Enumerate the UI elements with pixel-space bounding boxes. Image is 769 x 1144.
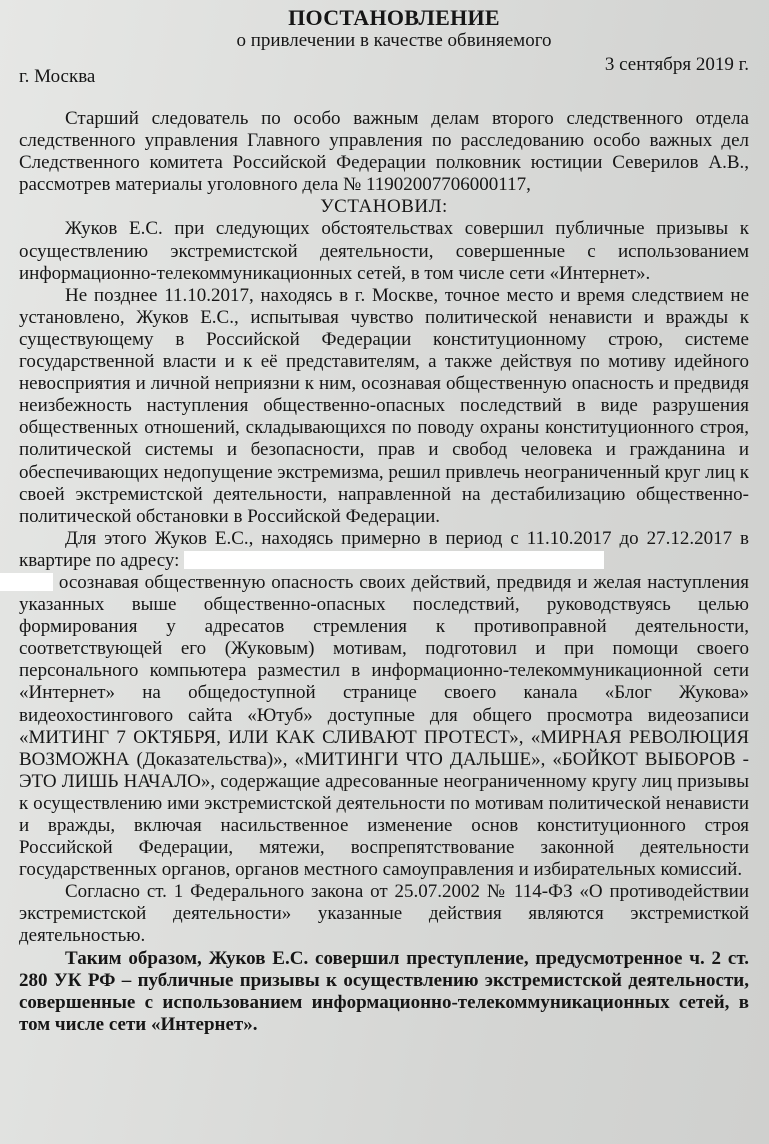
paragraph-4: Согласно ст. 1 Федерального закона от 25.07.2002 № 114-ФЗ «О противодействии экстремистской деятельности» указанные действия являются экстремисткой деятельностью. (19, 881, 749, 947)
paragraph-1: Жуков Е.С. при следующих обстоятельствах совершил публичные призывы к осуществлению экстремистской деятельности, совершенные с использованием информационно-телекоммуникационных сетей, в том числе сети «Интернет». (19, 218, 749, 284)
intro-paragraph: Старший следователь по особо важным делам второго следственного отдела следственного управления Главного управления по расследованию особо важных дел Следственного комитета Российской Федерации полковник юстиции Северилов А.В., рассмотрев материалы уголовного дела № 11902007706000117, (19, 108, 749, 196)
paragraph-3 (19, 528, 749, 882)
paragraph-3-start: Для этого Жуков Е.С., находясь примерно в период с 11.10.2017 до 27.12.2017 в квартире по адресу: (19, 527, 749, 571)
document-date: 3 сентября 2019 г. (604, 54, 749, 75)
paragraph-2: Не позднее 11.10.2017, находясь в г. Москве, точное место и время следствием не установлено, Жуков Е.С., испытывая чувство политической ненависти и вражды к существующему в Российской Федерации конституционному строю, системе государственной власти и к её представителям, а также действуя по мотиву идейного невосприятия и личной неприязни к ним, осознавая общественную опасность и предвидя неизбежность наступления общественно-опасных последствий в виде разрушения общественных отношений, складывающихся по поводу охраны конституционного строя, политической системы и безопасности, прав и свобод человека и гражданина и обеспечивающих недопущение экстремизма, решил привлечь неограниченный круг лиц к своей экстремистской деятельности, направленной на дестабилизацию общественно-политической обстановки в Российской Федерации. (19, 284, 749, 527)
established-heading: УСТАНОВИЛ: (320, 196, 448, 218)
place-date-row (19, 52, 749, 86)
document-title: ПОСТАНОВЛЕНИЕ (288, 5, 500, 30)
document-subtitle: о привлечении в качестве обвиняемого (236, 30, 552, 51)
redacted-address-continued (0, 573, 53, 591)
redacted-address (184, 551, 604, 569)
document-city: г. Москва (19, 66, 96, 87)
conclusion-paragraph: Таким образом, Жуков Е.С. совершил преступление, предусмотренное ч. 2 ст. 280 УК РФ – публичные призывы к осуществлению экстремистской деятельности, совершенные с использованием информационно-телекоммуникационных сетей, в том числе сети «Интернет». (19, 947, 749, 1035)
paragraph-3-rest: осознавая общественную опасность своих действий, предвидя и желая наступления указанных выше общественно-опасных последствий, руководствуясь целью формирования у адресатов стремления к противоправной деятельности, соответствующей его (Жуковым) мотивам, подготовил и при помощи своего персонального компьютера разместил в информационно-телекоммуникационной сети «Интернет» на общедоступной странице своего канала «Блог Жукова» видеохостингового сайта «Ютуб» доступные для общего просмотра видеозаписи «МИТИНГ 7 ОКТЯБРЯ, ИЛИ КАК СЛИВАЮТ ПРОТЕСТ», «МИРНАЯ РЕВОЛЮЦИЯ ВОЗМОЖНА (Доказательства)», «МИТИНГИ ЧТО ДАЛЬШЕ», «БОЙКОТ ВЫБОРОВ - ЭТО ЛИШЬ НАЧАЛО», содержащие адресованные неограниченному кругу лиц призывы к осуществлению ими экстремистской деятельности по мотивам политической ненависти и вражды, включая насильственное изменение основ конституционного строя Российской Федерации, мятежи, воспрепятствование законной деятельности государственных органов, органов местного самоуправления и избирательных комиссий. (19, 571, 749, 881)
document-body (19, 108, 749, 1036)
